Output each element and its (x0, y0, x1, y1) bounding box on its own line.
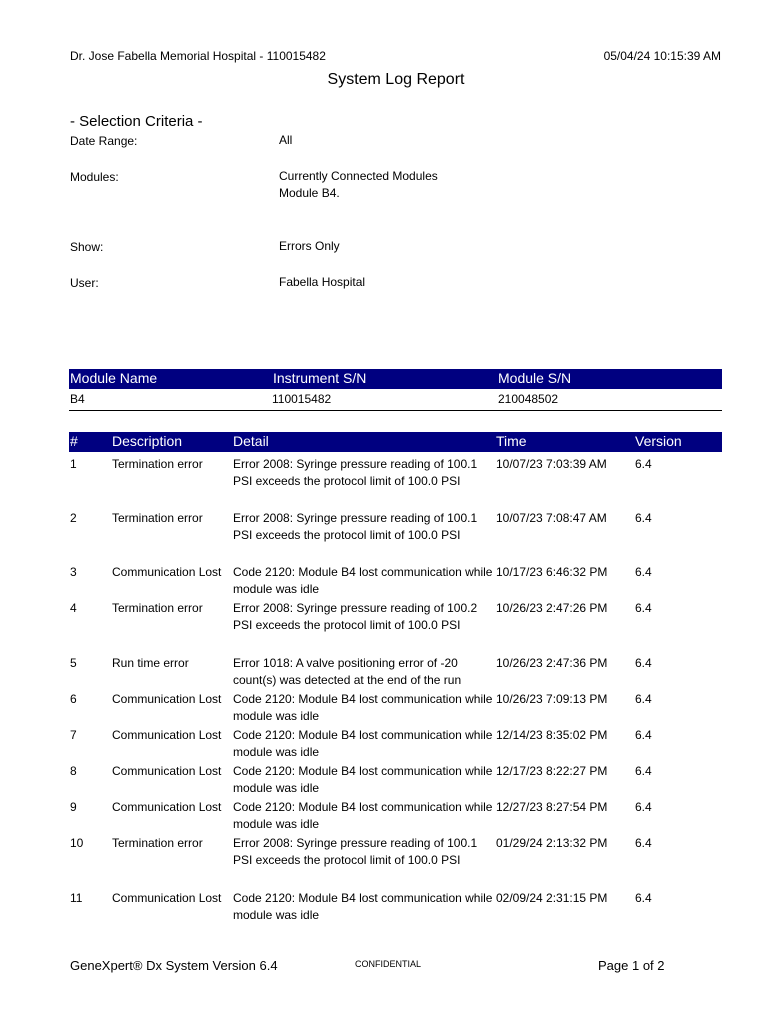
col-number: # (70, 433, 78, 449)
row-number: 8 (70, 764, 77, 778)
row-time: 01/29/24 2:13:32 PM (496, 836, 608, 850)
row-detail: Error 2008: Syringe pressure reading of 100.1 PSI exceeds the protocol limit of 100.0 PSI (233, 457, 478, 488)
selection-criteria-heading: - Selection Criteria - (70, 113, 203, 130)
module-table-divider (69, 410, 722, 411)
row-detail: Code 2120: Module B4 lost communication while module was idle (233, 800, 493, 831)
row-time: 12/14/23 8:35:02 PM (496, 728, 608, 742)
row-detail: Error 2008: Syringe pressure reading of 100.1 PSI exceeds the protocol limit of 100.0 PSI (233, 511, 478, 542)
row-time: 10/17/23 6:46:32 PM (496, 565, 608, 579)
row-version: 6.4 (635, 511, 652, 525)
row-time: 10/07/23 7:08:47 AM (496, 511, 607, 525)
user-label: User: (70, 276, 99, 290)
row-number: 9 (70, 800, 77, 814)
row-number: 6 (70, 692, 77, 706)
table-row (0, 691, 768, 727)
row-time: 12/27/23 8:27:54 PM (496, 800, 608, 814)
table-row (0, 456, 768, 510)
row-version: 6.4 (635, 565, 652, 579)
row-version: 6.4 (635, 692, 652, 706)
show-value: Errors Only (279, 239, 340, 253)
row-number: 2 (70, 511, 77, 525)
col-time: Time (496, 433, 527, 449)
col-instrument-sn: Instrument S/N (273, 370, 367, 386)
row-detail: Code 2120: Module B4 lost communication while module was idle (233, 728, 493, 759)
table-row (0, 799, 768, 835)
row-number: 1 (70, 457, 77, 471)
row-detail: Error 1018: A valve positioning error of -20 count(s) was detected at the end of the run (233, 656, 462, 687)
row-description: Communication Lost (112, 565, 222, 579)
row-description: Termination error (112, 601, 203, 615)
modules-label: Modules: (70, 170, 119, 184)
row-version: 6.4 (635, 891, 652, 905)
row-description: Termination error (112, 836, 203, 850)
report-timestamp: 05/04/24 10:15:39 AM (603, 49, 721, 63)
log-table-body (0, 456, 768, 926)
footer-page-number: Page 1 of 2 (598, 958, 665, 973)
row-detail: Error 2008: Syringe pressure reading of 100.2 PSI exceeds the protocol limit of 100.0 PSI (233, 601, 478, 632)
row-version: 6.4 (635, 800, 652, 814)
report-title: System Log Report (327, 71, 465, 88)
module-sn-cell: 210048502 (498, 392, 559, 406)
row-description: Termination error (112, 511, 203, 525)
row-version: 6.4 (635, 656, 652, 670)
table-row (0, 564, 768, 600)
row-description: Communication Lost (112, 764, 222, 778)
col-version: Version (635, 433, 682, 449)
row-version: 6.4 (635, 764, 652, 778)
row-number: 7 (70, 728, 77, 742)
row-time: 10/07/23 7:03:39 AM (496, 457, 607, 471)
row-time: 10/26/23 7:09:13 PM (496, 692, 608, 706)
row-detail: Code 2120: Module B4 lost communication while module was idle (233, 565, 493, 596)
row-description: Run time error (112, 656, 189, 670)
row-detail: Code 2120: Module B4 lost communication while module was idle (233, 891, 493, 922)
col-description: Description (112, 433, 183, 449)
row-time: 02/09/24 2:31:15 PM (496, 891, 608, 905)
row-time: 12/17/23 8:22:27 PM (496, 764, 608, 778)
table-row (0, 835, 768, 890)
facility-name: Dr. Jose Fabella Memorial Hospital - 110015482 (70, 49, 326, 63)
row-version: 6.4 (635, 457, 652, 471)
row-number: 11 (70, 891, 83, 905)
row-version: 6.4 (635, 601, 652, 615)
modules-value-line-2: Module B4. (279, 186, 340, 200)
date-range-label: Date Range: (70, 134, 138, 148)
footer-system-version: GeneXpert® Dx System Version 6.4 (70, 958, 278, 973)
row-number: 4 (70, 601, 77, 615)
module-table-header (69, 369, 722, 389)
row-number: 10 (70, 836, 84, 850)
row-version: 6.4 (635, 728, 652, 742)
show-label: Show: (70, 240, 104, 254)
row-version: 6.4 (635, 836, 652, 850)
col-module-sn: Module S/N (498, 370, 572, 386)
row-detail: Code 2120: Module B4 lost communication while module was idle (233, 692, 493, 723)
row-number: 5 (70, 656, 77, 670)
instrument-sn-cell: 110015482 (272, 392, 332, 406)
col-module-name: Module Name (70, 370, 158, 386)
modules-value-line-1: Currently Connected Modules (279, 169, 438, 183)
row-number: 3 (70, 565, 77, 579)
row-description: Communication Lost (112, 692, 222, 706)
log-table-header (69, 432, 722, 452)
row-description: Termination error (112, 457, 203, 471)
row-detail: Error 2008: Syringe pressure reading of 100.1 PSI exceeds the protocol limit of 100.0 PSI (233, 836, 478, 867)
modules-value (279, 168, 438, 202)
table-row (0, 890, 768, 926)
table-row (0, 763, 768, 799)
date-range-value: All (279, 133, 293, 147)
row-time: 10/26/23 2:47:26 PM (496, 601, 608, 615)
row-description: Communication Lost (112, 800, 222, 814)
row-time: 10/26/23 2:47:36 PM (496, 656, 608, 670)
module-name-cell: B4 (70, 392, 85, 406)
table-row (0, 510, 768, 564)
row-description: Communication Lost (112, 728, 222, 742)
table-row (0, 727, 768, 763)
col-detail: Detail (233, 433, 269, 449)
row-description: Communication Lost (112, 891, 222, 905)
table-row (0, 655, 768, 691)
table-row (0, 600, 768, 655)
footer-confidential: CONFIDENTIAL (355, 959, 422, 969)
user-value: Fabella Hospital (279, 275, 366, 289)
row-detail: Code 2120: Module B4 lost communication while module was idle (233, 764, 493, 795)
